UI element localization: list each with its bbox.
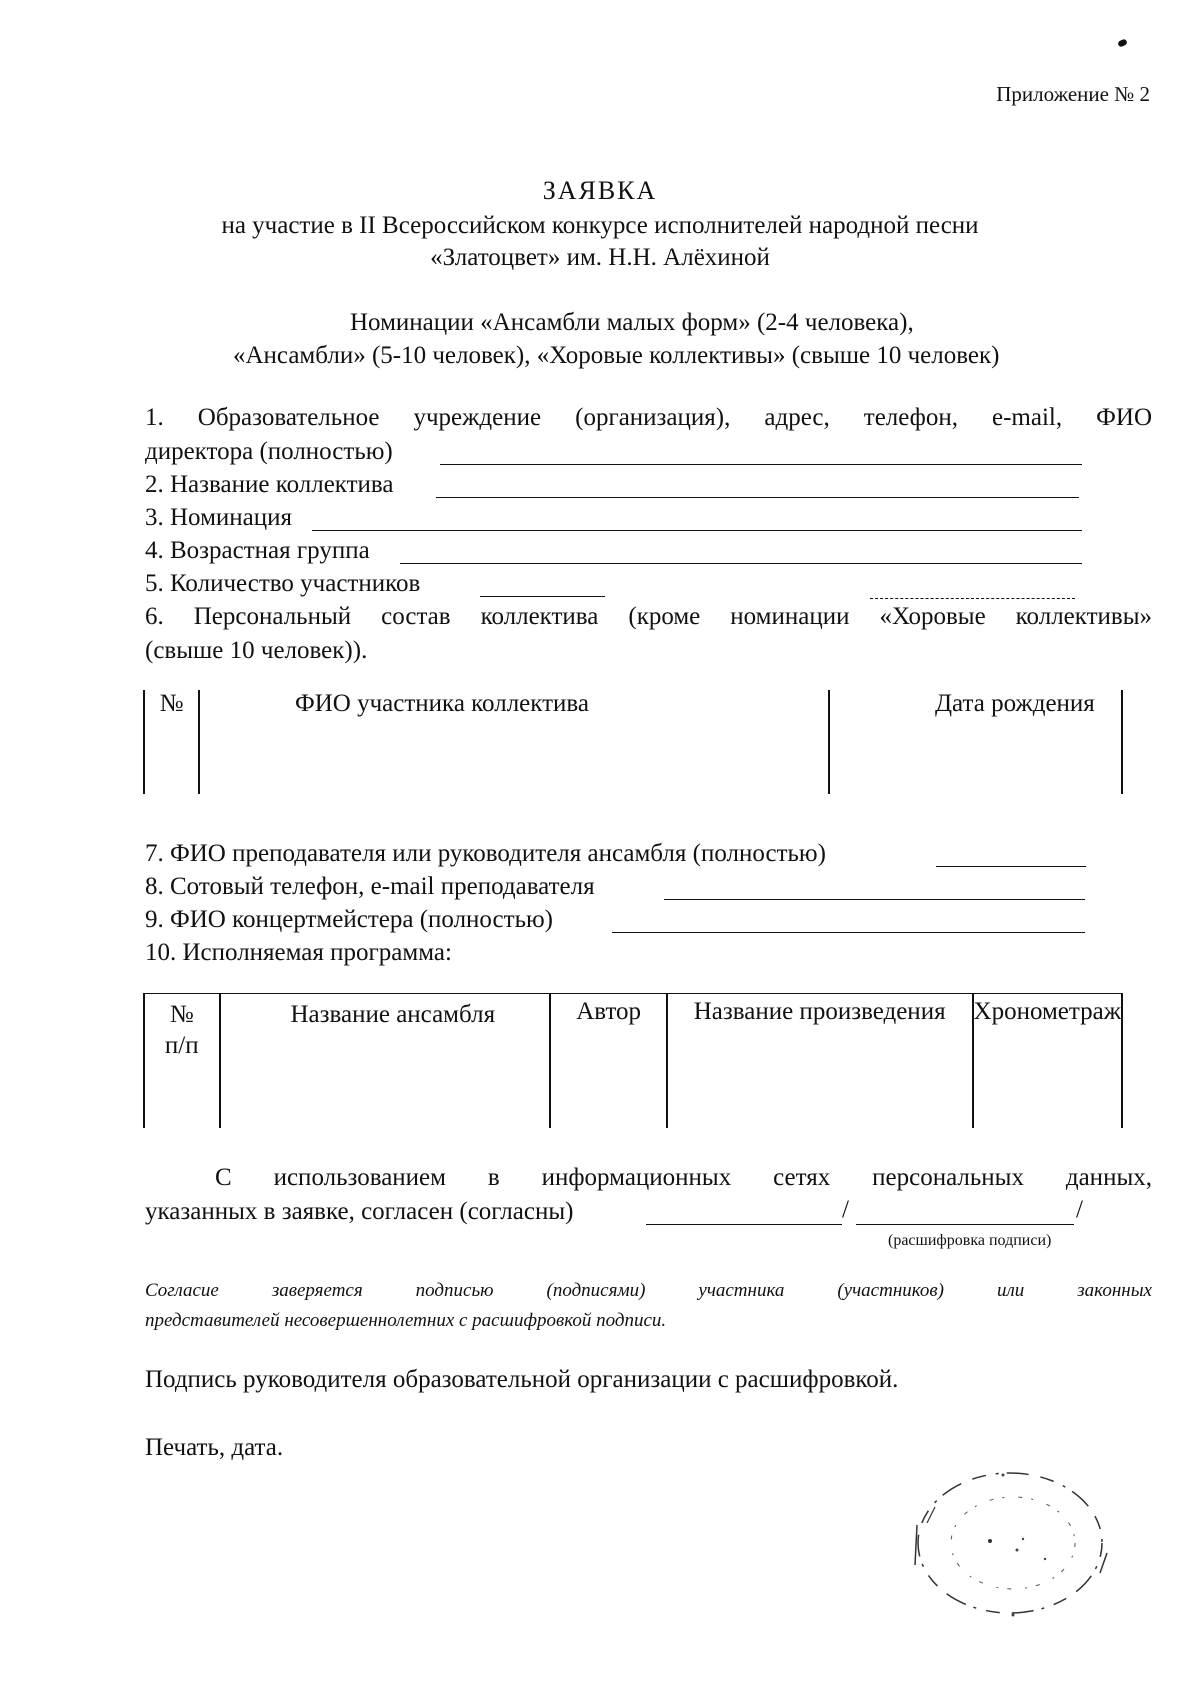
participants-header-number: №	[144, 690, 199, 794]
field1-label-line1: 1. Образовательное учреждение (организация), адрес, телефон, e-mail, ФИО	[145, 404, 1152, 431]
program-header-author: Автор	[550, 994, 666, 1129]
field5-label: 5. Количество участников	[145, 570, 421, 597]
nominations-line2: «Ансамбли» (5-10 человек), «Хоровые коллективы» (свыше 10 человек)	[233, 342, 1000, 369]
appendix-label: Приложение № 2	[996, 82, 1150, 106]
form-subtitle-line1: на участие в II Всероссийском конкурсе исполнителей народной песни	[221, 212, 979, 239]
field6-label-line1: 6. Персональный состав коллектива (кроме номинации «Хоровые коллективы»	[145, 603, 1152, 630]
field4-label: 4. Возрастная группа	[145, 537, 370, 564]
faint-stamp-image	[895, 1455, 1125, 1625]
program-header-number-text: № п/п	[164, 1001, 199, 1059]
participants-table	[143, 690, 1123, 794]
field5-input-line[interactable]	[480, 596, 605, 597]
consent-note-line1: Согласие заверяется подписью (подписями) участника (участников) или законных	[145, 1280, 1152, 1301]
table-row	[144, 690, 1122, 794]
form-subtitle-line2: «Златоцвет» им. Н.Н. Алёхиной	[430, 244, 770, 271]
slash-separator: /	[1076, 1196, 1083, 1223]
form-title: ЗАЯВКА	[542, 176, 658, 205]
participants-header-name: ФИО участника коллектива	[199, 690, 829, 794]
field7-label: 7. ФИО преподавателя или руководителя ансамбля (полностью)	[145, 840, 826, 867]
consent-signature-line[interactable]	[646, 1224, 842, 1225]
participants-header-birthdate: Дата рождения	[829, 690, 1122, 794]
field8-label: 8. Сотовый телефон, e-mail преподавателя	[145, 873, 595, 900]
field9-input-line[interactable]	[612, 932, 1085, 933]
field1-input-line[interactable]	[440, 464, 1082, 465]
field1-label-line2: директора (полностью)	[145, 438, 393, 465]
consent-line1: С использованием в информационных сетях персональных данных,	[215, 1164, 1152, 1191]
field9-label: 9. ФИО концертмейстера (полностью)	[145, 906, 553, 933]
field2-input-line[interactable]	[436, 497, 1079, 498]
program-header-duration: Хронометраж	[973, 994, 1122, 1129]
nominations-line1: Номинации «Ансамбли малых форм» (2-4 человека),	[350, 309, 914, 336]
table-row	[144, 994, 1122, 1129]
consent-line2: указанных в заявке, согласен (согласны)	[145, 1198, 574, 1225]
program-header-ensemble: Название ансамбля	[220, 994, 551, 1129]
stamp-date-label: Печать, дата.	[145, 1434, 284, 1461]
signature-decoding-note: (расшифровка подписи)	[888, 1232, 1052, 1249]
field10-label: 10. Исполняемая программа:	[145, 939, 452, 966]
field3-label: 3. Номинация	[145, 504, 293, 531]
consent-name-line[interactable]	[856, 1224, 1074, 1225]
field4-input-line[interactable]	[400, 563, 1082, 564]
director-signature-label: Подпись руководителя образовательной организации с расшифровкой.	[145, 1366, 899, 1393]
program-header-title: Название произведения	[667, 994, 973, 1129]
field7-input-line[interactable]	[936, 866, 1086, 867]
program-header-number	[144, 994, 220, 1129]
consent-note	[145, 1276, 1152, 1336]
field8-input-line[interactable]	[664, 899, 1085, 900]
slash-separator: /	[842, 1196, 849, 1223]
consent-note-line2: представителей несовершеннолетних с расшифровкой подписи.	[145, 1310, 667, 1331]
field3-input-line[interactable]	[312, 530, 1082, 531]
field2-label: 2. Название коллектива	[145, 471, 394, 498]
field6-label-line2: (свыше 10 человек)).	[145, 637, 368, 664]
field5-input-line-faint	[870, 598, 1075, 599]
program-table	[143, 993, 1123, 1128]
ink-speck	[1117, 38, 1128, 47]
